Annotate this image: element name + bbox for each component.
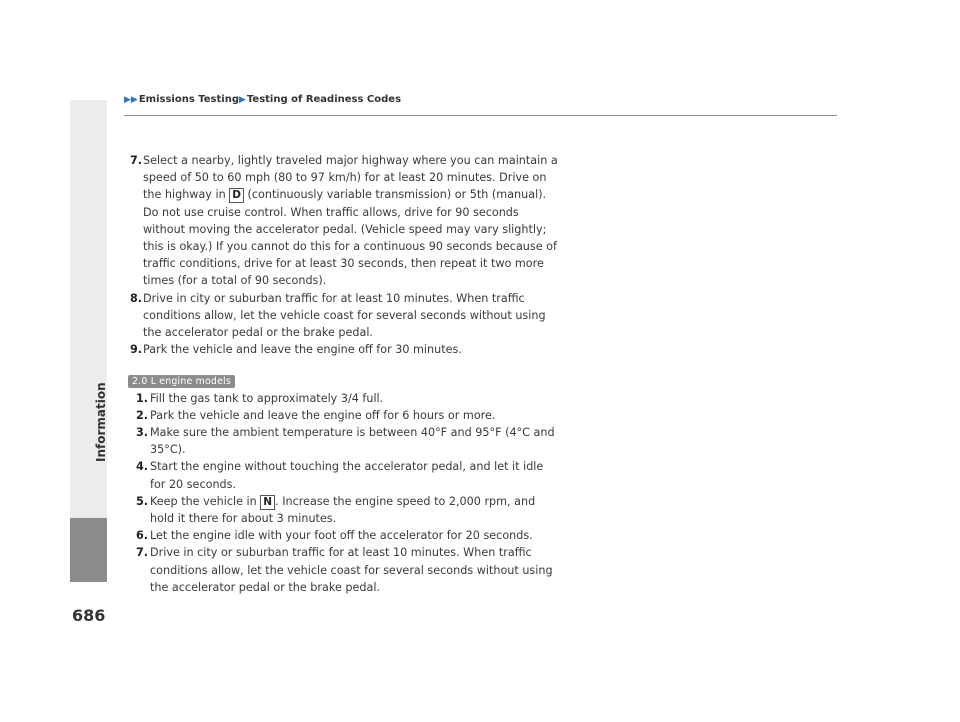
step-text: Park the vehicle and leave the engine off for 30 minutes. [143,343,462,357]
list-item [130,290,560,342]
step-number: 1. [136,391,149,405]
step-text: Drive in city or suburban traffic for at least 10 minutes. When traffic conditions allow, let the vehicle coast for several seconds without using the accelerator pedal or the brake pedal. [150,546,553,594]
step-text: Select a nearby, lightly traveled major highway where you can maintain a speed of 50 to 60 mph (80 to 97 km/h) for at least 20 minutes. Drive on the highway in [143,154,558,202]
step-number: 2. [136,408,149,422]
list-item [136,407,560,424]
step-text: Park the vehicle and leave the engine off for 6 hours or more. [150,408,496,422]
step-number: 9. [130,343,143,357]
side-tab-marker [70,518,107,582]
step-number: 8. [130,291,143,305]
section-label: Information [94,382,108,462]
step-text: . Increase the engine speed to 2,000 rpm, and hold it there for about 3 minutes. [150,494,536,526]
list-item [136,527,560,544]
gear-indicator-n: N [260,495,275,510]
step-text: Fill the gas tank to approximately 3/4 full. [150,391,384,405]
engine-models-badge: 2.0 L engine models [128,375,235,388]
step-number: 7. [130,154,143,167]
step-number: 5. [136,494,149,508]
list-item [136,390,560,407]
gear-indicator-d: D [229,188,244,203]
breadcrumb-arrow-icon: ▶▶ [124,94,138,105]
engine-steps-list [136,390,560,596]
breadcrumb-item-readiness-codes[interactable]: Testing of Readiness Codes [246,94,402,105]
step-text: Drive in city or suburban traffic for at least 10 minutes. When traffic conditions allow, let the vehicle coast for several seconds without using the accelerator pedal or the brake pedal. [143,291,546,340]
step-text: Make sure the ambient temperature is between 40°F and 95°F (4°C and 35°C). [150,426,555,457]
step-text: Start the engine without touching the accelerator pedal, and let it idle for 20 seconds. [150,460,544,491]
step-text: Let the engine idle with your foot off the accelerator for 20 seconds. [150,529,533,543]
breadcrumb [124,94,401,105]
breadcrumb-arrow-icon: ▶ [239,94,246,105]
list-item [136,493,560,527]
step-number: 6. [136,529,149,543]
step-number: 4. [136,460,149,474]
step-number: 3. [136,426,149,440]
step-text: (continuously variable transmission) or 5th (manual). Do not use cruise control. When traffic allows, drive for 90 seconds without moving the accelerator pedal. (Vehicle speed may vary slightly; this is okay.) If you cannot do this for a continuous 90 seconds because of traffic conditions, drive for at least 30 seconds, then repeat it two more times (for a total of 90 seconds). [143,188,557,288]
list-item [136,458,560,492]
main-content [130,152,560,596]
list-item [130,152,560,290]
list-item [130,341,560,358]
list-item [136,544,560,596]
page-number: 686 [72,606,106,625]
header-divider [124,115,837,116]
list-item [136,424,560,458]
step-text: Keep the vehicle in [150,494,261,508]
step-number: 7. [136,546,149,560]
breadcrumb-item-emissions-testing[interactable]: Emissions Testing [138,94,239,105]
